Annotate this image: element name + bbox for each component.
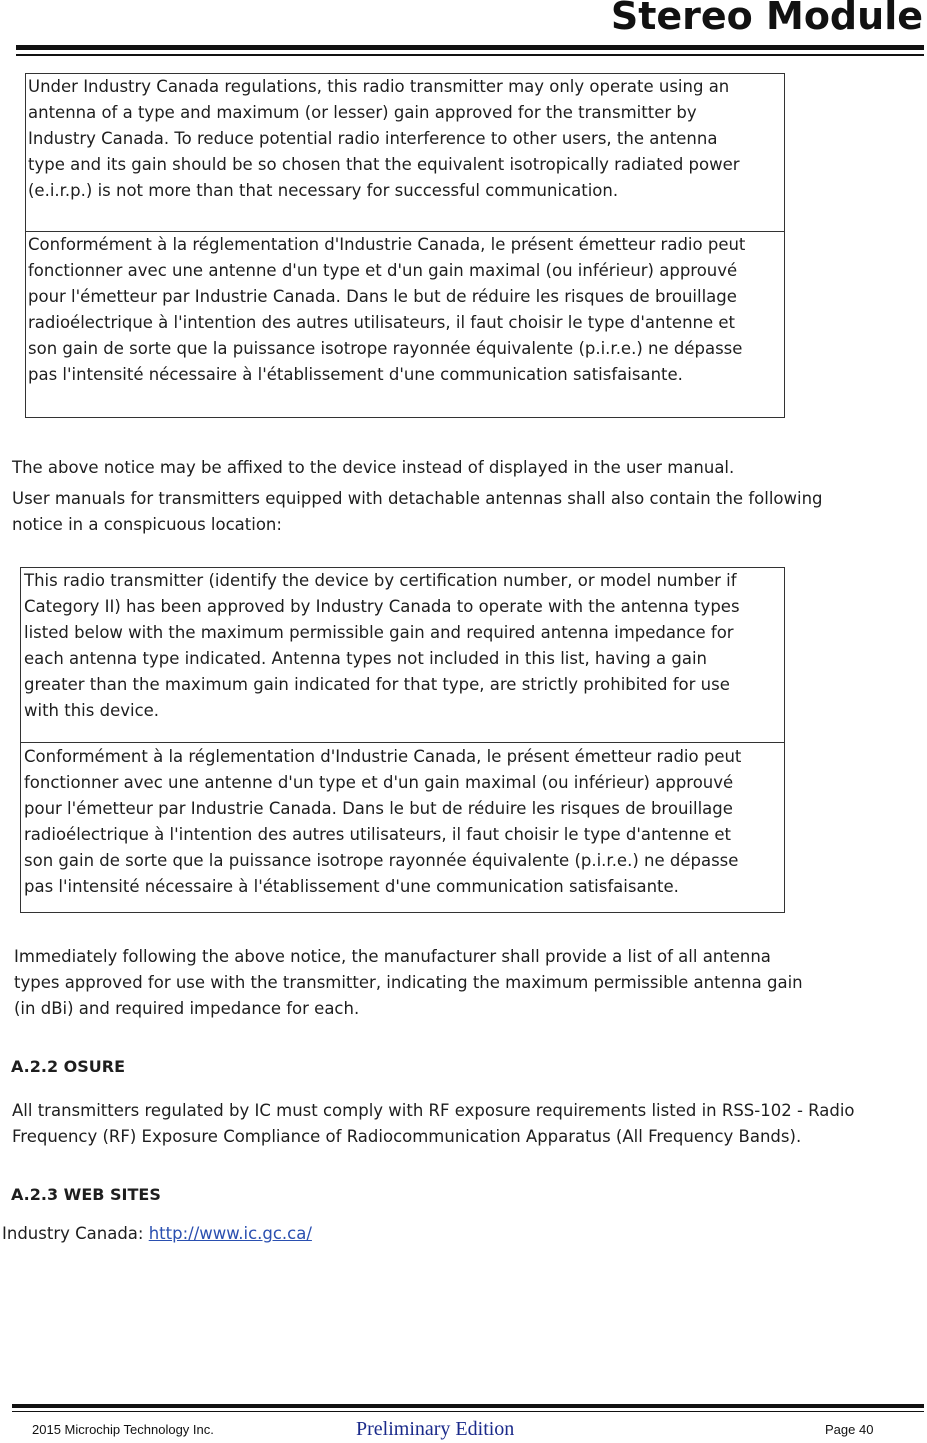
text-line: type and its gain should be so chosen that the equivalent isotropically radiated power: [28, 155, 740, 174]
footer-rule-thick: [12, 1404, 924, 1408]
text-line: with this device.: [24, 701, 160, 720]
text-line: types approved for use with the transmitter, indicating the maximum permissible antenna gain: [14, 973, 803, 992]
notice-box-1-english: [28, 74, 740, 204]
text-line: Conformément à la réglementation d'Industrie Canada, le présent émetteur radio peut: [28, 235, 746, 254]
text-line: listed below with the maximum permissible gain and required antenna impedance for: [24, 623, 734, 642]
footer-rule-thin: [12, 1411, 924, 1412]
text-line: This radio transmitter (identify the device by certification number, or model number if: [24, 571, 737, 590]
industry-canada-label: Industry Canada:: [2, 1224, 149, 1243]
text-line: pour l'émetteur par Industrie Canada. Dans le but de réduire les risques de brouillage: [28, 287, 737, 306]
text-line: son gain de sorte que la puissance isotrope rayonnée équivalente (p.i.r.e.) ne dépasse: [28, 339, 743, 358]
text-line: Category II) has been approved by Industry Canada to operate with the antenna types: [24, 597, 740, 616]
header-rule-thick: [16, 45, 924, 50]
text-line: pas l'intensité nécessaire à l'établissement d'une communication satisfaisante.: [28, 365, 683, 384]
section-a22-paragraph: [12, 1098, 855, 1150]
header-rule-thin: [16, 54, 924, 56]
text-line: Immediately following the above notice, the manufacturer shall provide a list of all antenna: [14, 947, 771, 966]
text-line: antenna of a type and maximum (or lesser) gain approved for the transmitter by: [28, 103, 697, 122]
text-line: each antenna type indicated. Antenna types not included in this list, having a gain: [24, 649, 708, 668]
text-line: (e.i.r.p.) is not more than that necessary for successful communication.: [28, 181, 619, 200]
industry-canada-link[interactable]: http://www.ic.gc.ca/: [148, 1224, 312, 1243]
footer-copyright: 2015 Microchip Technology Inc.: [32, 1422, 214, 1437]
industry-canada-line: [2, 1221, 312, 1247]
notice-box-2-divider: [20, 742, 785, 743]
text-line: fonctionner avec une antenne d'un type et d'un gain maximal (ou inférieur) approuvé: [28, 261, 738, 280]
text-line: pas l'intensité nécessaire à l'établissement d'une communication satisfaisante.: [24, 877, 679, 896]
text-line: (in dBi) and required impedance for each.: [14, 999, 360, 1018]
following-paragraph: [14, 944, 803, 1022]
text-line: son gain de sorte que la puissance isotrope rayonnée équivalente (p.i.r.e.) ne dépasse: [24, 851, 739, 870]
notice-line-1: The above notice may be affixed to the device instead of displayed in the user manual.: [12, 458, 735, 477]
text-line: pour l'émetteur par Industrie Canada. Dans le but de réduire les risques de brouillage: [24, 799, 733, 818]
text-line: radioélectrique à l'intention des autres utilisateurs, il faut choisir le type d'antenne et: [24, 825, 732, 844]
text-line: Frequency (RF) Exposure Compliance of Radiocommunication Apparatus (All Frequency Bands).: [12, 1127, 802, 1146]
text-line: fonctionner avec une antenne d'un type et d'un gain maximal (ou inférieur) approuvé: [24, 773, 734, 792]
notice-box-2-english: [24, 568, 740, 724]
notice-box-2-french: [24, 744, 741, 900]
notice-box-1-french: [28, 232, 745, 388]
section-heading-a23: A.2.3 WEB SITES: [11, 1185, 161, 1204]
text-line: greater than the maximum gain indicated for that type, are strictly prohibited for use: [24, 675, 730, 694]
notice-line-2: User manuals for transmitters equipped with detachable antennas shall also contain the following: [12, 489, 823, 508]
section-heading-a22: A.2.2 OSURE: [11, 1057, 126, 1076]
text-line: radioélectrique à l'intention des autres utilisateurs, il faut choisir le type d'antenne et: [28, 313, 736, 332]
notice-line-3: notice in a conspicuous location:: [12, 515, 282, 534]
footer-edition: Preliminary Edition: [356, 1418, 515, 1440]
text-line: All transmitters regulated by IC must comply with RF exposure requirements listed in RSS-102 - Radio: [12, 1101, 855, 1120]
footer-page-number: Page 40: [825, 1422, 874, 1437]
text-line: Conformément à la réglementation d'Industrie Canada, le présent émetteur radio peut: [24, 747, 742, 766]
text-line: Industry Canada. To reduce potential radio interference to other users, the antenna: [28, 129, 718, 148]
page-title: Stereo Module: [610, 0, 923, 38]
text-line: Under Industry Canada regulations, this radio transmitter may only operate using an: [28, 77, 730, 96]
